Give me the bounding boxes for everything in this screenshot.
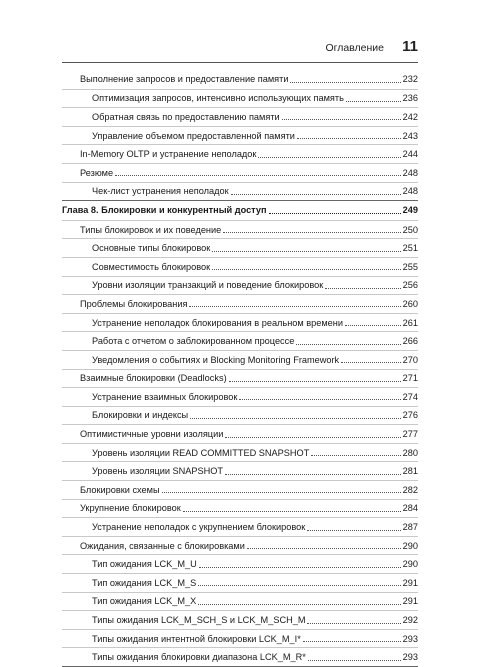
toc-entry-title: Укрупнение блокировок	[80, 503, 181, 514]
toc-entry-page: 282	[402, 484, 418, 495]
toc-entry-title: Оптимистичные уровни изоляции	[80, 429, 224, 440]
toc-entry-page: 291	[402, 596, 418, 607]
toc-entry-page: 255	[402, 261, 418, 272]
dot-leader	[345, 325, 401, 326]
dot-leader	[297, 138, 401, 139]
toc-entry[interactable]	[62, 517, 418, 536]
toc-entry-title: Управление объемом предоставленной памяти	[92, 130, 295, 141]
toc-entry-title: Обратная связь по предоставлению памяти	[92, 111, 280, 122]
toc-entry-title: Резюме	[80, 167, 114, 178]
dot-leader	[296, 344, 400, 345]
dot-leader	[239, 399, 400, 400]
toc-entry[interactable]	[62, 257, 418, 276]
toc-entry-title: Типы ожидания LCK_M_SCH_S и LCK_M_SCH_M	[92, 615, 306, 626]
toc-entry-page: 280	[402, 447, 418, 458]
toc-entry-title: Оптимизация запросов, интенсивно использующих память	[92, 93, 344, 104]
toc-entry[interactable]	[62, 126, 418, 145]
toc-entry-page: 250	[402, 224, 418, 235]
toc-entry[interactable]	[62, 629, 418, 648]
dot-leader	[225, 474, 401, 475]
toc-entry-title: Взаимные блокировки (Deadlocks)	[80, 373, 227, 384]
toc-entry-page: 270	[402, 354, 418, 365]
toc-entry[interactable]	[62, 499, 418, 518]
toc-entry-title: Блокировки схемы	[80, 484, 160, 495]
dot-leader	[269, 213, 401, 214]
dot-leader	[231, 194, 401, 195]
toc-entry-title: Ожидания, связанные с блокировками	[80, 540, 245, 551]
toc-entry[interactable]	[62, 276, 418, 295]
dot-leader	[229, 381, 401, 382]
dot-leader	[307, 530, 400, 531]
dot-leader	[258, 157, 400, 158]
dot-leader	[307, 623, 400, 624]
toc-entry-title: Устранение неполадок блокирования в реальном времени	[92, 317, 343, 328]
toc-entry-page: 232	[402, 74, 418, 85]
toc-entry[interactable]	[62, 592, 418, 611]
toc-entry-title: Чек-лист устранения неполадок	[92, 186, 229, 197]
dot-leader	[308, 660, 401, 661]
toc-entry-title: Блокировки и индексы	[92, 410, 189, 421]
dot-leader	[303, 641, 401, 642]
dot-leader	[225, 437, 400, 438]
toc-entry-title: Типы ожидания интентной блокировки LCK_M_I*	[92, 633, 301, 644]
toc-entry[interactable]	[62, 89, 418, 108]
toc-entry-title: Уведомления о событиях и Blocking Monitoring Framework	[92, 354, 340, 365]
toc-entry-page: 236	[402, 93, 418, 104]
toc-entry[interactable]	[62, 144, 418, 163]
dot-leader	[199, 567, 401, 568]
dot-leader	[247, 548, 401, 549]
toc-entry-title: Совместимость блокировок	[92, 261, 211, 272]
toc-entry-title: Тип ожидания LCK_M_U	[92, 559, 197, 570]
dot-leader	[190, 418, 401, 419]
page-header	[62, 40, 418, 58]
toc-entry-page: 249	[402, 205, 418, 216]
toc-entry-page: 284	[402, 503, 418, 514]
dot-leader	[223, 232, 400, 233]
toc-entry-title: Основные типы блокировок	[92, 243, 211, 254]
toc-entry-title: Тип ожидания LCK_M_X	[92, 596, 197, 607]
dot-leader	[212, 269, 401, 270]
toc-entry[interactable]	[62, 461, 418, 480]
toc-entry-page: 293	[402, 652, 418, 663]
toc-entry-page: 248	[402, 186, 418, 197]
toc-entry[interactable]	[62, 70, 418, 89]
toc-entry[interactable]	[62, 480, 418, 499]
toc-entry-title: In-Memory OLTP и устранение неполадок	[80, 149, 257, 160]
toc-entry[interactable]	[62, 424, 418, 443]
toc-entry[interactable]	[62, 107, 418, 126]
dot-leader	[115, 175, 401, 176]
dot-leader	[282, 119, 401, 120]
toc-entry[interactable]	[62, 331, 418, 350]
toc-entry-title: Проблемы блокирования	[80, 298, 188, 309]
toc-entry[interactable]	[62, 554, 418, 573]
toc-entry-page: 243	[402, 130, 418, 141]
toc-entry-title: Типы ожидания блокировки диапазона LCK_M_R*	[92, 652, 306, 663]
dot-leader	[189, 306, 400, 307]
toc-entry[interactable]	[62, 406, 418, 425]
toc-entry-page: 248	[402, 167, 418, 178]
toc-entry-page: 276	[402, 410, 418, 421]
toc-entry-page: 274	[402, 391, 418, 402]
toc-entry[interactable]	[62, 443, 418, 462]
toc-entry-title: Выполнение запросов и предоставление памяти	[80, 74, 289, 85]
toc-entry-page: 277	[402, 429, 418, 440]
toc-entry[interactable]	[62, 369, 418, 388]
table-of-contents	[62, 70, 418, 667]
toc-entry[interactable]	[62, 238, 418, 257]
toc-entry-title: Работа с отчетом о заблокированном процессе	[92, 336, 295, 347]
toc-entry[interactable]	[62, 647, 418, 666]
toc-entry-title: Глава 8. Блокировки и конкурентный доступ	[62, 205, 267, 216]
dot-leader	[311, 455, 400, 456]
toc-entry[interactable]	[62, 350, 418, 369]
toc-entry-page: 271	[402, 373, 418, 384]
toc-entry-page: 256	[402, 280, 418, 291]
toc-entry-page: 290	[402, 559, 418, 570]
toc-entry[interactable]	[62, 573, 418, 592]
dot-leader	[198, 604, 400, 605]
header-divider	[62, 62, 418, 63]
toc-entry-page: 293	[402, 633, 418, 644]
dot-leader	[183, 511, 401, 512]
toc-entry-title: Тип ожидания LCK_M_S	[92, 577, 197, 588]
toc-entry[interactable]	[62, 610, 418, 629]
toc-entry-title: Уровни изоляции транзакций и поведение блокировок	[92, 280, 324, 291]
dot-leader	[346, 101, 401, 102]
dot-leader	[212, 251, 400, 252]
toc-chapter-entry[interactable]	[62, 201, 418, 220]
dot-leader	[341, 362, 401, 363]
toc-entry-title: Уровень изоляции SNAPSHOT	[92, 466, 224, 477]
toc-entry[interactable]	[62, 182, 418, 201]
toc-entry-page: 266	[402, 336, 418, 347]
toc-entry-page: 290	[402, 540, 418, 551]
page-number: 11	[402, 38, 418, 55]
toc-group	[62, 70, 418, 201]
toc-entry-page: 291	[402, 577, 418, 588]
toc-entry[interactable]	[62, 313, 418, 332]
toc-entry-title: Устранение неполадок с укрупнением блокировок	[92, 522, 306, 533]
toc-entry-page: 287	[402, 522, 418, 533]
toc-entry-page: 292	[402, 615, 418, 626]
toc-entry-page: 242	[402, 111, 418, 122]
toc-group	[62, 201, 418, 667]
toc-entry-page: 244	[402, 149, 418, 160]
toc-entry-page: 251	[402, 243, 418, 254]
toc-entry[interactable]	[62, 163, 418, 182]
toc-entry[interactable]	[62, 536, 418, 555]
dot-leader	[162, 492, 401, 493]
dot-leader	[290, 82, 400, 83]
dot-leader	[198, 585, 400, 586]
dot-leader	[325, 288, 400, 289]
toc-entry[interactable]	[62, 294, 418, 313]
toc-entry-title: Типы блокировок и их поведение	[80, 224, 222, 235]
toc-entry-title: Устранение взаимных блокировок	[92, 391, 238, 402]
toc-entry-title: Уровень изоляции READ COMMITTED SNAPSHOT	[92, 447, 310, 458]
running-header-title: Оглавление	[325, 42, 384, 54]
toc-entry-page: 260	[402, 298, 418, 309]
toc-entry-page: 261	[402, 317, 418, 328]
toc-entry[interactable]	[62, 387, 418, 406]
toc-entry[interactable]	[62, 220, 418, 239]
toc-entry-page: 281	[402, 466, 418, 477]
